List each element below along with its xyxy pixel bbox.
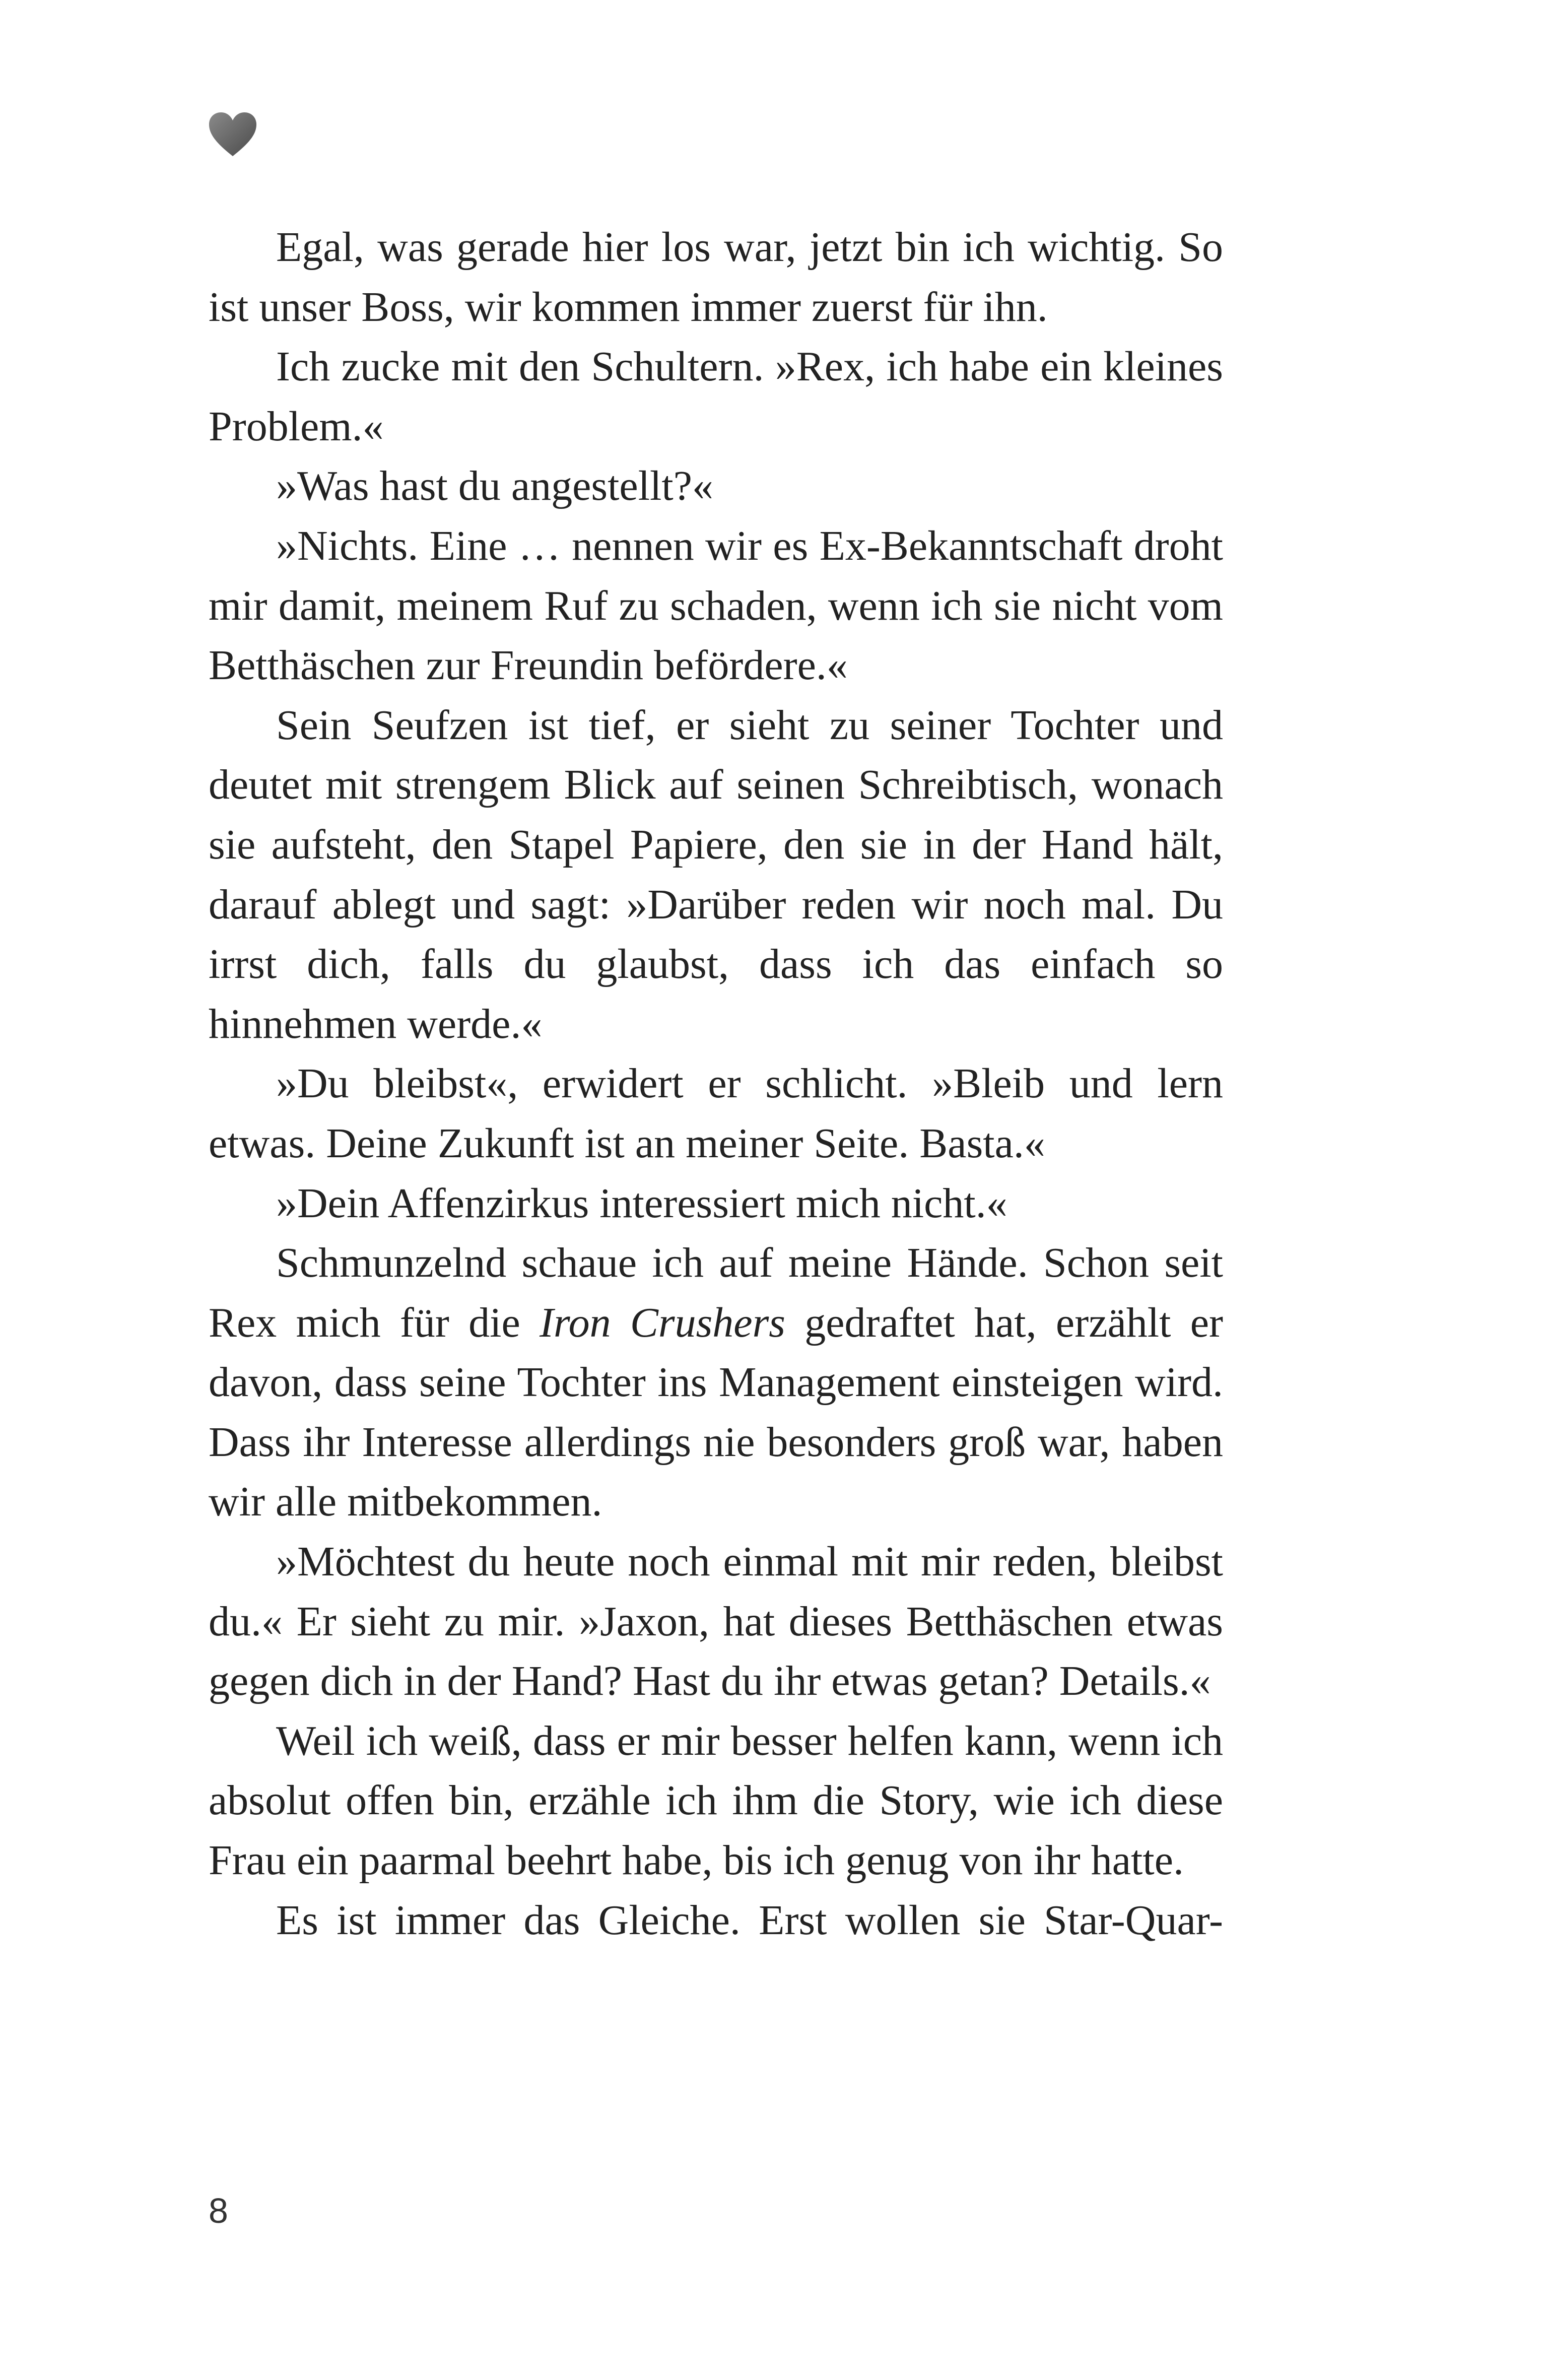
paragraph: Es ist immer das Gleiche. Erst wollen sie Star-Quar- [276, 1896, 1223, 1944]
team-name: Iron Crushers [540, 1299, 785, 1346]
body-text [209, 218, 1223, 1950]
paragraph: Ich zucke mit den Schultern. »Rex, ich habe ein kleines Problem.« [209, 343, 1223, 450]
paragraph: »Nichts. Eine … nennen wir es Ex-Bekanntschaft droht mir damit, meinem Ruf zu schaden, wenn ich sie nicht vom Betthäschen zur Freundin befördere.« [209, 522, 1223, 689]
paragraph: »Du bleibst«, erwidert er schlicht. »Bleib und lern etwas. Deine Zukunft ist an meiner Seite. Basta.« [209, 1060, 1223, 1167]
paragraph-text: gedraftet hat, erzählt er davon, dass seine Tochter ins Management einsteigen wird. Dass ihr Interesse allerdings nie besonders groß war, haben wir alle mitbekommen. [209, 1299, 1223, 1526]
paragraph: »Dein Affenzirkus interessiert mich nicht.« [276, 1179, 1007, 1227]
paragraph: »Was hast du angestellt?« [276, 462, 714, 510]
heart-shape [209, 112, 256, 156]
paragraph: Weil ich weiß, dass er mir besser helfen kann, wenn ich absolut offen bin, erzähle ich ihm die Story, wie ich diese Frau ein paarmal beehrt habe, bis ich genug von ihr hatte. [209, 1717, 1223, 1884]
paragraph: Sein Seufzen ist tief, er sieht zu seiner Tochter und deutet mit strengem Blick auf seinen Schreibtisch, wonach sie aufsteht, den Stapel Papiere, den sie in der Hand hält, darauf ablegt und sagt: »Darüber reden wir noch mal. Du irrst dich, falls du glaubst, dass ich das einfach so hinnehmen werde.« [209, 701, 1223, 1047]
paragraph: »Möchtest du heute noch einmal mit mir reden, bleibst du.« Er sieht zu mir. »Jaxon, hat dieses Betthäschen etwas gegen dich in der Hand? Hast du ihr etwas getan? Details.« [209, 1538, 1223, 1705]
paragraph [209, 1233, 1223, 1532]
paragraph-text: Schmunzelnd schaue ich auf meine Hände. Schon seit Rex mich für die [209, 1239, 1223, 1346]
page-number: 8 [209, 2191, 228, 2230]
paragraph: Egal, was gerade hier los war, jetzt bin ich wichtig. So ist unser Boss, wir kommen immer zuerst für ihn. [209, 224, 1223, 330]
heart-icon [208, 111, 258, 158]
